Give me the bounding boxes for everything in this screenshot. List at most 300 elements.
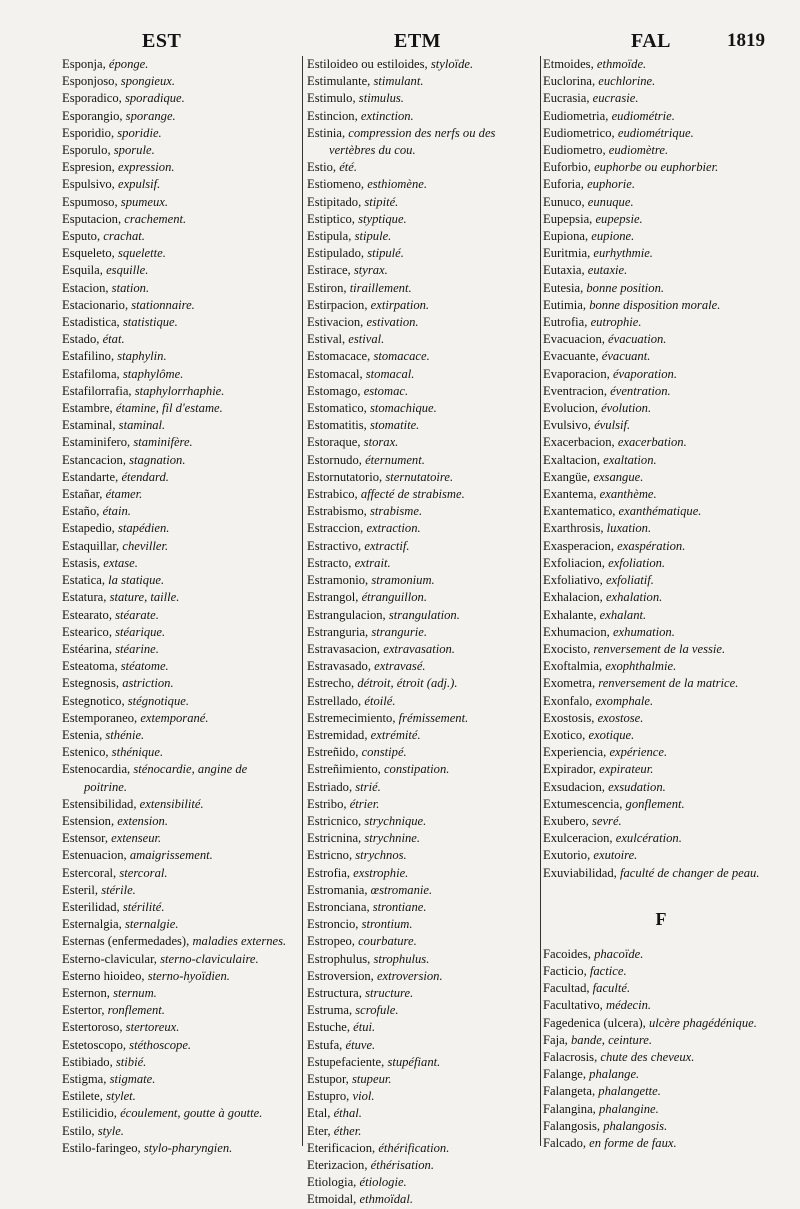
entry-translation: stérilité.: [122, 899, 165, 914]
entry-headword: Estenocardia,: [62, 762, 131, 777]
entry-headword: Etal,: [307, 1106, 331, 1121]
dictionary-entry: [62, 985, 292, 1002]
entry-translation: étiologie.: [359, 1175, 407, 1190]
entry-headword: Estetoscopo,: [62, 1037, 127, 1052]
dictionary-entry: [307, 1019, 537, 1036]
entry-headword: Estival,: [307, 332, 346, 347]
entry-translation: scrofule.: [355, 1003, 399, 1018]
entry-headword: Estilicidio,: [62, 1106, 117, 1121]
entry-translation: exulcération.: [615, 831, 682, 846]
entry-translation: expression.: [117, 160, 175, 175]
entry-translation: styloïde.: [430, 57, 474, 71]
entry-translation: strychnine.: [364, 831, 420, 846]
entry-headword: Estromania,: [307, 882, 368, 897]
entry-headword: Esponja,: [62, 57, 106, 71]
column-3-entries: [543, 56, 779, 882]
dictionary-entry: [543, 997, 779, 1014]
dictionary-entry: [307, 1157, 537, 1174]
entry-translation: exhalant.: [599, 607, 647, 622]
entry-headword: Estaminifero,: [62, 435, 131, 450]
dictionary-entry: [307, 865, 537, 882]
dictionary-entry: [62, 176, 292, 193]
entry-translation: strophulus.: [373, 951, 430, 966]
entry-headword: Exarthrosis,: [543, 521, 604, 536]
entry-headword: Eutesia,: [543, 280, 584, 295]
entry-translation: sthénique.: [111, 745, 164, 760]
entry-headword: Estricnina,: [307, 831, 362, 846]
entry-translation: expérience.: [609, 745, 668, 760]
dictionary-entry: [307, 847, 537, 864]
dictionary-entry: [62, 125, 292, 142]
dictionary-entry: [62, 572, 292, 589]
entry-headword: Estroversion,: [307, 968, 374, 983]
dictionary-entry: [543, 469, 779, 486]
entry-headword: Estancacion,: [62, 452, 126, 467]
dictionary-entry: [543, 383, 779, 400]
entry-translation: exanthème.: [599, 487, 657, 502]
dictionary-entry: [62, 1019, 292, 1036]
dictionary-entry: [307, 1037, 537, 1054]
entry-translation: exsudation.: [608, 779, 666, 794]
entry-translation: stipule.: [354, 229, 392, 244]
entry-headword: Estornutatorio,: [307, 469, 383, 484]
entry-headword: Eutaxia,: [543, 263, 585, 278]
entry-headword: Estaño,: [62, 504, 100, 519]
entry-translation: sevré.: [591, 813, 622, 828]
entry-translation: évaporation.: [612, 366, 677, 381]
dictionary-entry: [307, 108, 537, 125]
dictionary-entry: [307, 194, 537, 211]
entry-translation: strychnique.: [364, 813, 427, 828]
entry-headword: Exaltacion,: [543, 452, 600, 467]
dictionary-entry: [543, 693, 779, 710]
dictionary-entry: [307, 486, 537, 503]
entry-translation: strontium.: [361, 917, 413, 932]
dictionary-entry: [62, 555, 292, 572]
entry-translation: étain.: [102, 504, 131, 519]
entry-headword: Estupefaciente,: [307, 1054, 385, 1069]
entry-translation: stomacace.: [373, 349, 430, 364]
entry-headword: Estrangulacion,: [307, 607, 386, 622]
entry-translation: ulcère phagédénique.: [648, 1015, 757, 1030]
entry-headword: Estomacace,: [307, 349, 371, 364]
entry-headword: Estronciana,: [307, 899, 370, 914]
entry-headword: Estafilorrafia,: [62, 383, 132, 398]
dictionary-entry: [543, 520, 779, 537]
dictionary-entry: [307, 968, 537, 985]
entry-headword: Falangina,: [543, 1101, 596, 1116]
entry-translation: stationnaire.: [131, 297, 195, 312]
entry-translation: stipulé.: [367, 246, 404, 261]
entry-translation: exaltation.: [603, 452, 657, 467]
entry-headword: Exometra,: [543, 676, 596, 691]
entry-headword: Estadistica,: [62, 315, 120, 330]
entry-headword: Euforbio,: [543, 160, 591, 175]
entry-translation: stérile.: [101, 882, 136, 897]
entry-headword: Eutimia,: [543, 297, 587, 312]
entry-translation: stéthoscope.: [129, 1037, 192, 1052]
entry-translation: stomatite.: [369, 418, 420, 433]
dictionary-entry: [543, 417, 779, 434]
entry-headword: Esporangio,: [62, 108, 123, 123]
entry-translation: tiraillement.: [349, 280, 412, 295]
entry-translation: exfoliatif.: [605, 573, 654, 588]
entry-headword: Estafilino,: [62, 349, 115, 364]
entry-translation: stramonium.: [371, 573, 435, 588]
entry-headword: Esterno-clavicular,: [62, 951, 157, 966]
entry-translation: exhalation.: [605, 590, 663, 605]
dictionary-entry: [543, 865, 779, 882]
entry-headword: Estirpacion,: [307, 297, 368, 312]
entry-headword: Estravasado,: [307, 659, 371, 674]
dictionary-entry: [543, 779, 779, 796]
dictionary-entry: [307, 572, 537, 589]
dictionary-entry: [543, 1015, 779, 1032]
dictionary-entry: [307, 469, 537, 486]
entry-headword: Exostosis,: [543, 710, 595, 725]
entry-headword: Exsudacion,: [543, 779, 605, 794]
entry-translation: eudiométrique.: [617, 125, 694, 140]
entry-translation: eudiométrie.: [611, 108, 675, 123]
entry-headword: Etmoidal,: [307, 1192, 357, 1207]
dictionary-entry: [543, 538, 779, 555]
entry-headword: Eupiona,: [543, 229, 589, 244]
entry-headword: Extumescencia,: [543, 796, 623, 811]
entry-translation: éther.: [333, 1123, 362, 1138]
entry-translation: extase.: [103, 555, 138, 570]
entry-headword: Facticio,: [543, 963, 587, 978]
entry-headword: Exhumacion,: [543, 624, 610, 639]
entry-headword: Esquila,: [62, 263, 103, 278]
entry-headword: Estrecho,: [307, 676, 355, 691]
entry-translation: stéatome.: [120, 659, 169, 674]
entry-translation: extinction.: [360, 108, 414, 123]
entry-headword: Estegnotico,: [62, 693, 125, 708]
dictionary-entry: [543, 1032, 779, 1049]
entry-headword: Estrophulus,: [307, 951, 371, 966]
dictionary-entry: [62, 1123, 292, 1140]
entry-translation: staphylin.: [117, 349, 167, 364]
dictionary-entry: [307, 1002, 537, 1019]
entry-translation: stomachique.: [369, 401, 437, 416]
entry-headword: Estasis,: [62, 555, 101, 570]
entry-headword: Exulceracion,: [543, 831, 613, 846]
column-3: [540, 56, 779, 1150]
dictionary-entry: [307, 951, 537, 968]
entry-translation: sporange.: [125, 108, 176, 123]
dictionary-entry: [543, 262, 779, 279]
entry-headword: Estandarte,: [62, 469, 119, 484]
dictionary-entry: [543, 434, 779, 451]
entry-headword: Evaporacion,: [543, 366, 610, 381]
entry-headword: Esteatoma,: [62, 659, 118, 674]
dictionary-entry: [307, 452, 537, 469]
entry-headword: Facultativo,: [543, 998, 603, 1013]
entry-headword: Exhalacion,: [543, 590, 603, 605]
page-header: [0, 30, 800, 56]
entry-translation: staminal.: [118, 418, 166, 433]
dictionary-entry: [307, 125, 537, 159]
entry-headword: Fagedenica (ulcera),: [543, 1015, 646, 1030]
entry-headword: Facultad,: [543, 981, 590, 996]
entry-translation: cheviller.: [122, 538, 169, 553]
entry-translation: faculté de changer de peau.: [619, 865, 760, 880]
dictionary-entry: [307, 538, 537, 555]
entry-headword: Estercoral,: [62, 865, 117, 880]
dictionary-entry: [62, 159, 292, 176]
entry-headword: Estrofia,: [307, 865, 351, 880]
entry-headword: Estoraque,: [307, 435, 361, 450]
entry-translation: exhumation.: [612, 624, 675, 639]
entry-translation: spumeux.: [120, 194, 169, 209]
entry-headword: Estaquillar,: [62, 538, 120, 553]
entry-headword: Estipulado,: [307, 246, 365, 261]
dictionary-entry: [543, 400, 779, 417]
entry-headword: Estimulo,: [307, 91, 356, 106]
dictionary-entry: [62, 899, 292, 916]
dictionary-entry: [543, 589, 779, 606]
entry-headword: Exasperacion,: [543, 538, 614, 553]
dictionary-entry: [62, 73, 292, 90]
dictionary-entry: [307, 624, 537, 641]
dictionary-entry: [307, 985, 537, 1002]
dictionary-entry: [543, 194, 779, 211]
dictionary-entry: [62, 469, 292, 486]
dictionary-entry: [307, 727, 537, 744]
entry-translation: stéarique.: [115, 624, 166, 639]
entry-translation: strontiane.: [372, 899, 427, 914]
dictionary-entry: [62, 434, 292, 451]
entry-translation: exaspération.: [617, 538, 686, 553]
entry-translation: bonne disposition morale.: [589, 297, 721, 312]
entry-headword: Estenico,: [62, 745, 109, 760]
entry-headword: Falacrosis,: [543, 1049, 598, 1064]
entry-translation: expirateur.: [599, 762, 654, 777]
dictionary-entry: [62, 882, 292, 899]
dictionary-entry: [62, 761, 292, 795]
entry-translation: esquille.: [106, 263, 149, 278]
entry-headword: Esputo,: [62, 229, 101, 244]
entry-translation: extemporané.: [140, 710, 209, 725]
dictionary-entry: [307, 262, 537, 279]
entry-headword: Facoides,: [543, 946, 591, 961]
entry-headword: Estrellado,: [307, 693, 362, 708]
entry-translation: extirpation.: [370, 297, 430, 312]
entry-translation: extravasé.: [374, 659, 426, 674]
entry-translation: stimulus.: [358, 91, 404, 106]
entry-headword: Estracto,: [307, 555, 352, 570]
entry-translation: sterno-claviculaire.: [160, 951, 259, 966]
dictionary-entry: [62, 951, 292, 968]
dictionary-entry: [543, 125, 779, 142]
dictionary-entry: [307, 90, 537, 107]
entry-translation: eunuque.: [587, 194, 634, 209]
entry-headword: Exonfalo,: [543, 693, 593, 708]
entry-translation: éthal.: [333, 1106, 362, 1121]
entry-translation: exophthalmie.: [605, 659, 677, 674]
entry-translation: extractif.: [364, 538, 410, 553]
page-number: 1819: [727, 30, 765, 51]
entry-headword: Espumoso,: [62, 194, 118, 209]
entry-translation: sternalgie.: [124, 917, 179, 932]
entry-headword: Estibiado,: [62, 1054, 113, 1069]
entry-headword: Exhalante,: [543, 607, 597, 622]
entry-headword: Estiron,: [307, 280, 347, 295]
dictionary-entry: [62, 1140, 292, 1157]
dictionary-entry: [307, 348, 537, 365]
entry-headword: Exantema,: [543, 487, 597, 502]
entry-headword: Estomatico,: [307, 401, 367, 416]
entry-headword: Exocisto,: [543, 641, 591, 656]
entry-translation: euchlorine.: [598, 74, 656, 89]
entry-headword: Estipitado,: [307, 194, 362, 209]
dictionary-entry: [543, 1066, 779, 1083]
dictionary-entry: [62, 727, 292, 744]
entry-headword: Estriado,: [307, 779, 353, 794]
dictionary-entry: [543, 963, 779, 980]
entry-headword: Estigma,: [62, 1071, 107, 1086]
dictionary-entry: [307, 1123, 537, 1140]
entry-headword: Estranguria,: [307, 624, 369, 639]
dictionary-entry: [62, 142, 292, 159]
dictionary-entry: [307, 744, 537, 761]
dictionary-entry: [62, 813, 292, 830]
entry-translation: médecin.: [605, 998, 652, 1013]
entry-translation: phalange.: [589, 1067, 640, 1082]
entry-headword: Faja,: [543, 1032, 568, 1047]
dictionary-entry: [307, 56, 537, 73]
column-2: [302, 56, 537, 1207]
entry-translation: eutaxie.: [587, 263, 628, 278]
dictionary-entry: [543, 503, 779, 520]
entry-headword: Exacerbacion,: [543, 435, 615, 450]
dictionary-entry: [543, 946, 779, 963]
entry-headword: Esterno hioideo,: [62, 968, 145, 983]
dictionary-entry: [62, 348, 292, 365]
entry-translation: état.: [102, 332, 125, 347]
entry-translation: étrier.: [349, 796, 380, 811]
entry-headword: Estilo-faringeo,: [62, 1140, 141, 1155]
entry-translation: stupéfiant.: [387, 1054, 441, 1069]
entry-headword: Estrangol,: [307, 590, 359, 605]
dictionary-entry: [543, 348, 779, 365]
entry-translation: maladies externes.: [192, 934, 287, 949]
dictionary-entry: [543, 1049, 779, 1066]
entry-translation: style.: [97, 1123, 124, 1138]
entry-headword: Estomacal,: [307, 366, 363, 381]
entry-headword: Esternas (enfermedades),: [62, 934, 190, 949]
entry-headword: Estemporaneo,: [62, 710, 138, 725]
entry-translation: statistique.: [122, 315, 178, 330]
entry-translation: éthérification.: [378, 1140, 450, 1155]
dictionary-entry: [543, 331, 779, 348]
entry-translation: euphorbe ou euphorbier.: [594, 160, 719, 175]
entry-translation: extroversion.: [376, 968, 443, 983]
entry-translation: expulsif.: [118, 177, 161, 192]
entry-headword: Estilo,: [62, 1123, 95, 1138]
entry-translation: extravasation.: [383, 641, 455, 656]
entry-headword: Estincion,: [307, 108, 358, 123]
entry-translation: spongieux.: [120, 74, 176, 89]
dictionary-entry: [543, 1118, 779, 1135]
entry-translation: estivation.: [366, 315, 419, 330]
dictionary-entry: [62, 211, 292, 228]
dictionary-entry: [543, 486, 779, 503]
entry-headword: Exfoliacion,: [543, 555, 605, 570]
entry-headword: Estructura,: [307, 985, 362, 1000]
entry-translation: été.: [339, 160, 358, 175]
dictionary-entry: [62, 314, 292, 331]
entry-headword: Eucrasia,: [543, 91, 590, 106]
dictionary-entry: [543, 108, 779, 125]
entry-translation: crachement.: [124, 211, 187, 226]
entry-headword: Espresion,: [62, 160, 115, 175]
entry-translation: astriction.: [122, 676, 174, 691]
entry-translation: stipité.: [364, 194, 399, 209]
dictionary-entry: [307, 1054, 537, 1071]
dictionary-entry: [307, 1140, 537, 1157]
entry-headword: Estupro,: [307, 1089, 350, 1104]
entry-headword: Exotico,: [543, 727, 586, 742]
dictionary-entry: [543, 228, 779, 245]
entry-translation: constipation.: [383, 762, 450, 777]
dictionary-entry: [62, 297, 292, 314]
entry-headword: Esponjoso,: [62, 74, 118, 89]
dictionary-entry: [543, 280, 779, 297]
entry-translation: exanthématique.: [618, 504, 702, 519]
entry-translation: phalangine.: [598, 1101, 659, 1116]
dictionary-entry: [62, 641, 292, 658]
dictionary-entry: [307, 400, 537, 417]
entry-headword: Exutorio,: [543, 848, 591, 863]
entry-headword: Estivacion,: [307, 315, 364, 330]
dictionary-entry: [307, 1105, 537, 1122]
dictionary-entry: [307, 520, 537, 537]
entry-translation: stigmate.: [109, 1071, 156, 1086]
dictionary-entry: [307, 434, 537, 451]
entry-translation: étuve.: [345, 1037, 376, 1052]
entry-translation: estomac.: [363, 383, 409, 398]
entry-headword: Estado,: [62, 332, 100, 347]
dictionary-entry: [62, 331, 292, 348]
entry-headword: Estéarina,: [62, 641, 112, 656]
entry-headword: Esporadico,: [62, 91, 122, 106]
entry-headword: Estirace,: [307, 263, 351, 278]
dictionary-entry: [543, 980, 779, 997]
entry-headword: Estiptico,: [307, 211, 355, 226]
entry-headword: Estiloideo ou estiloides,: [307, 57, 428, 71]
entry-headword: Estearico,: [62, 624, 112, 639]
dictionary-entry: [62, 366, 292, 383]
entry-translation: viol.: [352, 1089, 375, 1104]
dictionary-entry: [62, 710, 292, 727]
entry-headword: Eudiometrico,: [543, 125, 615, 140]
entry-headword: Estimulante,: [307, 74, 371, 89]
entry-translation: eupepsie.: [595, 211, 643, 226]
entry-headword: Estractivo,: [307, 538, 362, 553]
entry-headword: Estafiloma,: [62, 366, 120, 381]
dictionary-entry: [307, 882, 537, 899]
entry-translation: exotique.: [588, 727, 635, 742]
entry-translation: staminifère.: [133, 435, 193, 450]
dictionary-entry: [307, 1191, 537, 1208]
dictionary-entry: [307, 658, 537, 675]
entry-translation: éthérisation.: [370, 1158, 434, 1172]
entry-translation: stupeur.: [351, 1071, 392, 1086]
entry-translation: affecté de strabisme.: [360, 487, 465, 502]
entry-headword: Estufa,: [307, 1037, 343, 1052]
entry-headword: Evulsivo,: [543, 418, 591, 433]
